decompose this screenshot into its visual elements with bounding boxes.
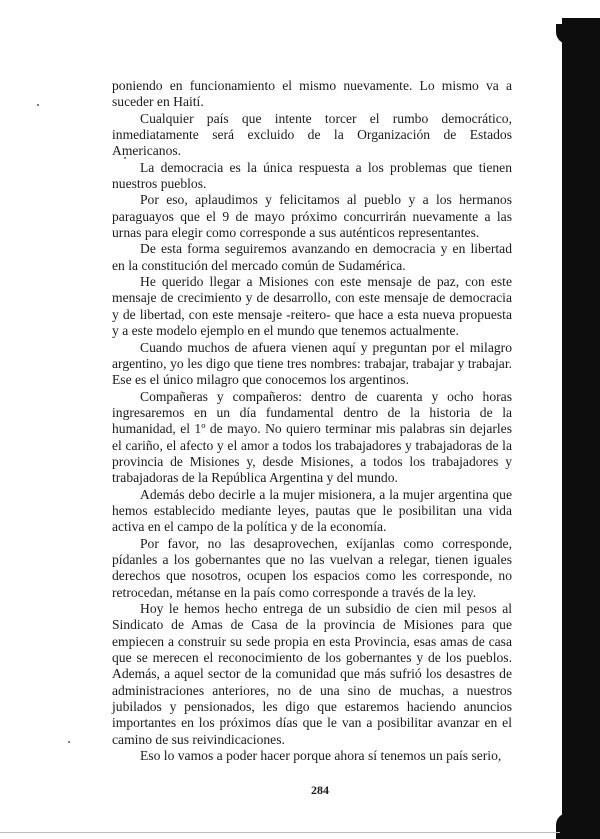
binding-edge-bottom — [556, 813, 576, 839]
paragraph: He querido llegar a Misiones con este mensaje de paz, con este mensaje de crecimiento y de desarrollo, con este mensaje de democracia y de libertad, con este mensaje -reitero- que hace a esta nueva propuesta y a este modelo ejemplo en el mundo que tenemos actualmente. — [112, 274, 512, 339]
paragraph: Cuando muchos de afuera vienen aquí y preguntan por el milagro argentino, yo les digo que tiene tres nombres: trabajar, trabajar y trabajar. Ese es el único milagro que conocemos los argentinos. — [112, 339, 512, 388]
paragraph: Cualquier país que intente torcer el rumbo democrático, inmediatamente será excluido de la Organización de Estados Americanos. — [112, 110, 512, 159]
paragraph: Por favor, no las desaprovechen, exíjanlas como corresponde, pídanles a los gobernantes que no las vuelvan a relegar, tienen iguales derechos que nosotros, ocupen los espacios como les corresponde, no retrocedan, métanse en la país como corresponde a través de la ley. — [112, 535, 512, 600]
paragraph: Por eso, aplaudimos y felicitamos al pueblo y a los hermanos paraguayos que el 9 de mayo próximo concurrirán nuevamente a las urnas para elegir como corresponde a sus auténticos representantes. — [112, 192, 512, 241]
paragraph: Además debo decirle a la mujer misionera, a la mujer argentina que hemos establecido mediante leyes, pautas que le posibilitan una vida activa en el campo de la política y de la economía. — [112, 486, 512, 535]
paragraph: De esta forma seguiremos avanzando en democracia y en libertad en la constitución del mercado común de Sudamérica. — [112, 241, 512, 273]
page-number: 284 — [311, 783, 329, 797]
body-text — [112, 78, 512, 764]
paragraph: La democracia es la única respuesta a los problemas que tienen nuestros pueblos. — [112, 159, 512, 192]
scan-speck — [68, 741, 70, 743]
binding-edge — [562, 18, 600, 839]
paragraph: Compañeras y compañeros: dentro de cuarenta y ocho horas ingresaremos en un día fundamental dentro de la historia de la humanidad, el 1º de mayo. No quiero terminar mis palabras sin dejarles el cariño, el afecto y el amor a todos los trabajadores y trabajadoras de la provincia de Misiones y, desde Misiones, a todos los trabajadores y trabajadoras de la República Argentina y del mundo. — [112, 388, 512, 486]
paragraph: Eso lo vamos a poder hacer porque ahora sí tenemos un país serio, — [140, 748, 502, 764]
binding-edge-top — [556, 24, 572, 44]
paragraph: poniendo en funcionamiento el mismo nuevamente. Lo mismo va a suceder en Haití. — [112, 78, 512, 110]
page-bottom-edge — [0, 832, 560, 833]
paragraph: Hoy le hemos hecho entrega de un subsidio de cien mil pesos al Sindicato de Amas de Casa de la provincia de Misiones para que empiecen a construir su sede propia en esta Provincia, esas amas de casa que se merecen el reconocimiento de los gobernantes y de los pueblos. Además, a aquel sector de la comunidad que más sufrió los desastres de administraciones anteriores, no de una sino de muchas, a nuestros jubilados y pensionados, les digo que estaremos haciendo anuncios importantes en los próximos días que le van a posibilitar avanzar en el camino de sus reivindicaciones. — [112, 601, 512, 747]
scan-speck — [37, 104, 39, 106]
